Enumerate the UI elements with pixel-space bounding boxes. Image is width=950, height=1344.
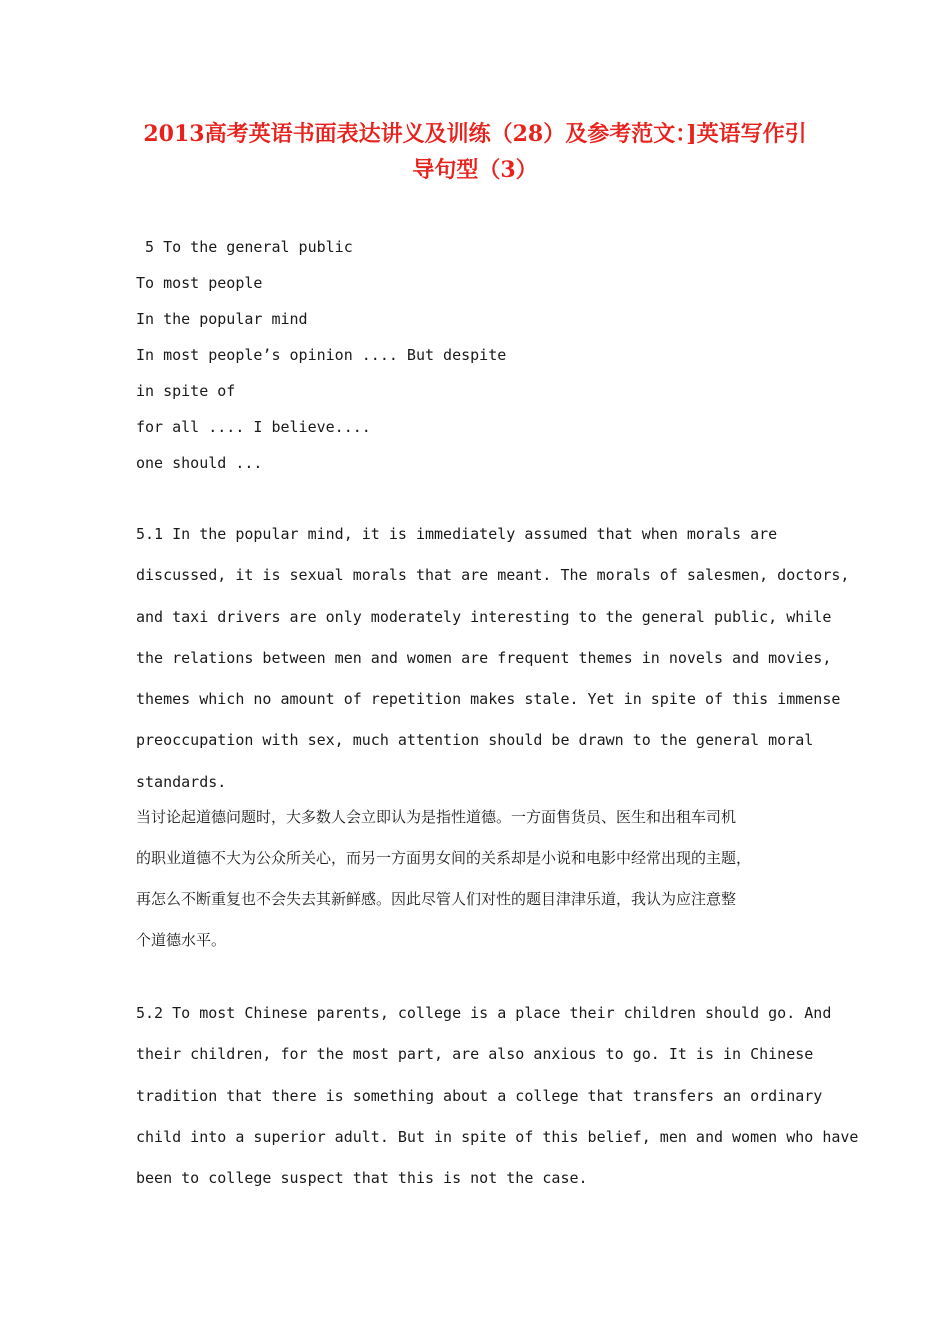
phrase-item: To most people xyxy=(136,274,263,292)
phrase-item: one should ... xyxy=(136,454,263,472)
paragraph-line: child into a superior adult. But in spite of this belief, men and women who have xyxy=(136,1127,859,1146)
phrase-item: in spite of xyxy=(136,382,236,400)
paragraph-line: preoccupation with sex, much attention should be drawn to the general moral xyxy=(136,731,814,750)
translation-line: 个道德水平。 xyxy=(136,931,227,949)
example-5-1-english xyxy=(136,521,850,810)
phrase-item: In the popular mind xyxy=(136,310,308,328)
paragraph-line: the relations between men and women are frequent themes in novels and movies, xyxy=(136,648,832,667)
phrase-item: In most people’s opinion .... But despite xyxy=(136,346,507,364)
paragraph-line: discussed, it is sexual morals that are meant. The morals of salesmen, doctors, xyxy=(136,566,850,585)
phrase-item: for all .... I believe.... xyxy=(136,418,371,436)
paragraph-line: tradition that there is something about a college that transfers an ordinary xyxy=(136,1086,823,1105)
translation-line: 当讨论起道德问题时，大多数人会立即认为是指性道德。一方面售货员、医生和出租车司机 xyxy=(136,808,737,826)
document-title xyxy=(120,116,830,188)
paragraph-line: and taxi drivers are only moderately interesting to the general public, while xyxy=(136,607,832,626)
title-line-1: 2013高考英语书面表达讲义及训练（28）及参考范文：]英语写作引 xyxy=(143,121,807,147)
paragraph-line: their children, for the most part, are also anxious to go. It is in Chinese xyxy=(136,1045,814,1064)
paragraph-line: 5.2 To most Chinese parents, college is a place their children should go. And xyxy=(136,1004,832,1022)
example-5-2-english xyxy=(136,1000,859,1206)
paragraph-line: themes which no amount of repetition makes stale. Yet in spite of this immense xyxy=(136,690,841,709)
translation-line: 再怎么不断重复也不会失去其新鲜感。因此尽管人们对性的题目津津乐道，我认为应注意整 xyxy=(136,890,737,908)
title-line-2: 导句型（3） xyxy=(412,157,538,183)
paragraph-line: standards. xyxy=(136,772,227,791)
phrase-item: 5 To the general public xyxy=(136,238,353,256)
paragraph-line: been to college suspect that this is not the case. xyxy=(136,1169,588,1188)
example-5-1-chinese-translation xyxy=(136,804,826,968)
translation-line: 的职业道德不大为公众所关心，而另一方面男女间的关系却是小说和电影中经常出现的主题， xyxy=(136,849,752,867)
lead-in-phrase-list xyxy=(136,234,836,486)
paragraph-line: 5.1 In the popular mind, it is immediately assumed that when morals are xyxy=(136,525,778,543)
